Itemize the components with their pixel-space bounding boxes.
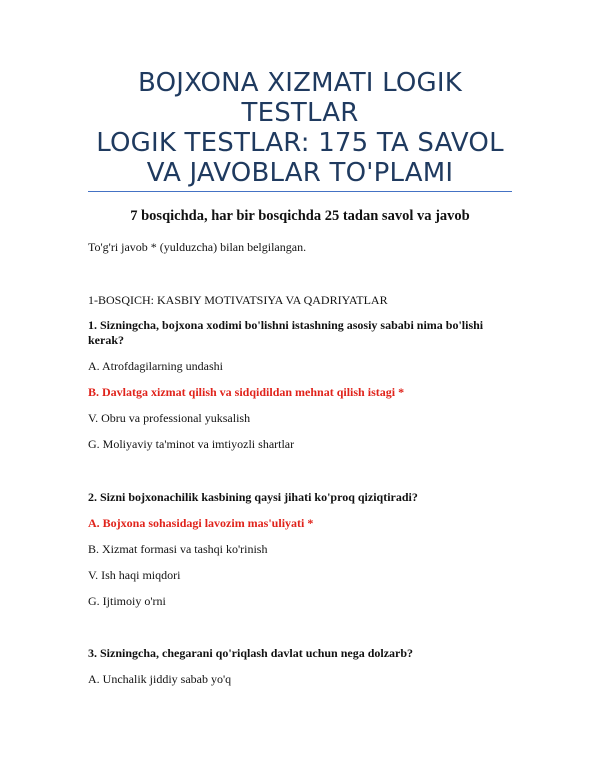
title-line: VA JAVOBLAR TO'PLAMI [146, 158, 454, 188]
document-subtitle: 7 bosqichda, har bir bosqichda 25 tadan savol va javob [130, 208, 470, 224]
answer-key-note: To'g'ri javob * (yulduzcha) bilan belgilangan. [88, 240, 307, 254]
question-text: 3. Sizningcha, chegarani qo'riqlash davlat uchun nega dolzarb? [88, 646, 414, 660]
answer-option: V. Obru va professional yuksalish [88, 411, 251, 425]
answer-option: G. Moliyaviy ta'minot va imtiyozli shartlar [88, 437, 295, 451]
answer-option: A. Unchalik jiddiy sabab yo'q [88, 672, 232, 686]
answer-option: G. Ijtimoiy o'rni [88, 594, 166, 608]
question-text: 1. Sizningcha, bojxona xodimi bo'lishni istashning asosiy sababi nima bo'lishi kerak? [88, 318, 484, 347]
title-divider [88, 191, 512, 192]
answer-option: V. Ish haqi miqdori [88, 568, 181, 582]
title-line: LOGIK TESTLAR: 175 TA SAVOL [96, 128, 504, 158]
answer-option: A. Atrofdagilarning undashi [88, 359, 223, 373]
question-text: 2. Sizni bojxonachilik kasbining qaysi jihati ko'proq qiziqtiradi? [88, 490, 418, 504]
title-line: TESTLAR [241, 98, 359, 128]
correct-answer-option: B. Davlatga xizmat qilish va sidqidildan mehnat qilish istagi * [88, 385, 405, 399]
title-line: BOJXONA XIZMATI LOGIK [137, 68, 463, 98]
answer-option: B. Xizmat formasi va tashqi ko'rinish [88, 542, 268, 556]
correct-answer-option: A. Bojxona sohasidagi lavozim mas'uliyati * [88, 516, 314, 530]
document-title [88, 68, 512, 188]
stage-heading: 1-BOSQICH: KASBIY MOTIVATSIYA VA QADRIYATLAR [88, 293, 388, 307]
